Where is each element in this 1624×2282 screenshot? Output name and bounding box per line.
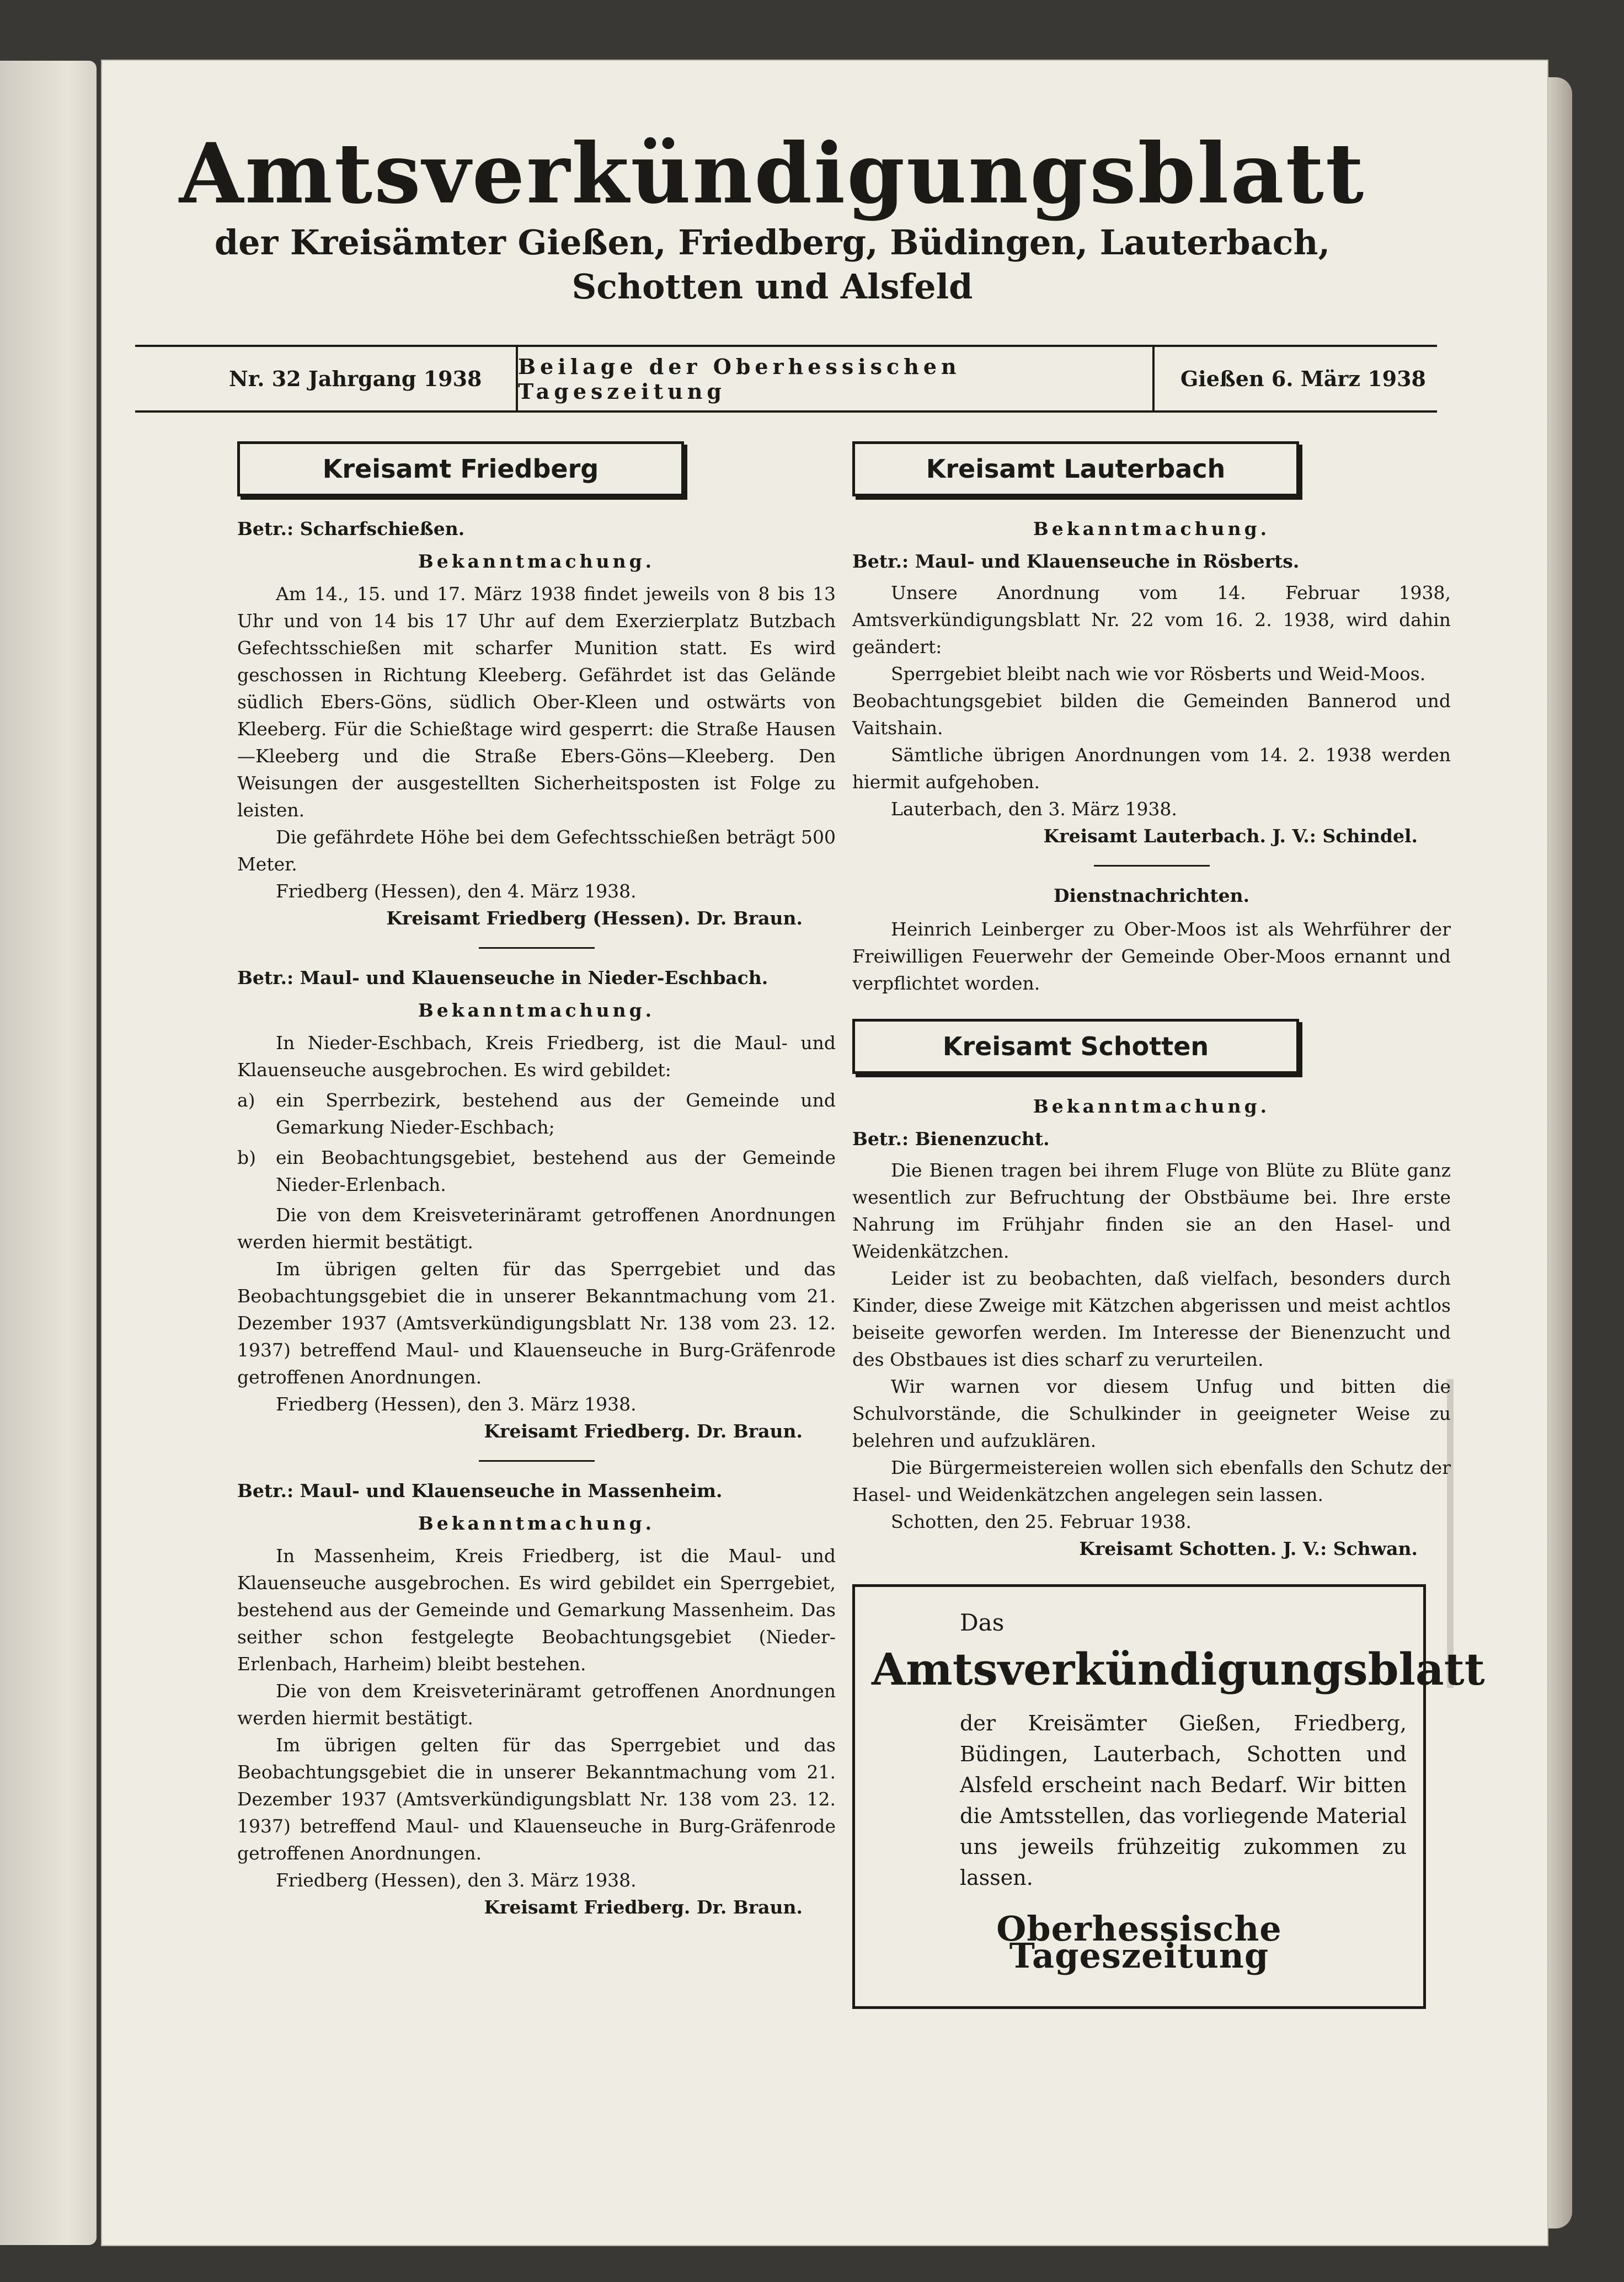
list-item (237, 1144, 836, 1198)
article-paragraph: Die Bienen tragen bei ihrem Fluge von Blüte zu Blüte ganz wesentlich zur Befruchtung der Obstbäume bei. Ihre erste Nahrung im Frühjahr finden sie an den Hasel- und Weidenkätzchen. (852, 1159, 1451, 1262)
article-paragraph: Beobachtungsgebiet bilden die Gemeinden Bannerod und Vaitshain. (852, 690, 1451, 739)
section-header-lauterbach: Kreisamt Lauterbach (852, 441, 1299, 496)
article-signature: Kreisamt Friedberg (Hessen). Dr. Braun. (386, 907, 803, 929)
article-paragraph: Die Bürgermeistereien wollen sich ebenfalls den Schutz der Hasel- und Weidenkätzchen angelegen sein lassen. (852, 1457, 1451, 1505)
issue-number: Nr. 32 Jahrgang 1938 (135, 347, 518, 410)
article-paragraph: Heinrich Leinberger zu Ober-Moos ist als Wehrführer der Freiwilligen Feuerwehr der Gemeinde Ober-Moos ernannt und verpflichtet worden. (852, 918, 1451, 994)
article-paragraph: In Massenheim, Kreis Friedberg, ist die Maul- und Klauenseuche ausgebrochen. Es wird gebildet ein Sperrgebiet, bestehend aus der Gemeinde und Gemarkung Massenheim. Das seither schon festgelegte Beobachtungsgebiet (Nieder-Erlenbach, Harheim) bleibt bestehen. (237, 1545, 836, 1675)
article-subject: Betr.: Maul- und Klauenseuche in Massenheim. (237, 1480, 723, 1501)
announcement-heading: Bekanntmachung. (418, 551, 655, 572)
article-paragraph: Im übrigen gelten für das Sperrgebiet und das Beobachtungsgebiet die in unserer Bekanntmachung vom 21. Dezember 1937 (Amtsverkündigungsblatt Nr. 138 vom 23. 12. 1937) betreffend Maul- und Klauenseuche in Burg-Gräfenrode getroffenen Anordnungen. (237, 1734, 836, 1864)
ad-title: Amtsverkündigungsblatt (872, 1643, 1485, 1695)
article-signature: Kreisamt Lauterbach. J. V.: Schindel. (1043, 825, 1418, 847)
article-place-date: Friedberg (Hessen), den 3. März 1938. (276, 1393, 637, 1415)
section-divider (1094, 865, 1210, 867)
article-signature: Kreisamt Schotten. J. V.: Schwan. (1079, 1538, 1418, 1559)
article-paragraph: Die von dem Kreisveterinäramt getroffenen Anordnungen werden hiermit bestätigt. (237, 1680, 836, 1729)
article-roesberts (852, 515, 1451, 849)
info-bar (135, 345, 1437, 413)
ad-publisher: Oberhessische Tageszeitung (996, 1909, 1282, 1976)
right-column (852, 441, 1485, 2009)
masthead (138, 127, 1407, 309)
list-text: ein Beobachtungsgebiet, bestehend aus der Gemeinde Nieder-Erlenbach. (276, 1147, 836, 1195)
advertisement-box (852, 1584, 1485, 2009)
article-subject: Betr.: Scharfschießen. (237, 518, 465, 539)
article-paragraph: Im übrigen gelten für das Sperrgebiet und das Beobachtungsgebiet die in unserer Bekanntmachung vom 21. Dezember 1937 (Amtsverkündigungsblatt Nr. 138 vom 23. 12. 1937) betreffend Maul- und Klauenseuche in Burg-Gräfenrode getroffenen Anordnungen. (237, 1258, 836, 1388)
article-paragraph: Am 14., 15. und 17. März 1938 findet jeweils von 8 bis 13 Uhr und von 14 bis 17 Uhr auf dem Exerzierplatz Butzbach Gefechtsschießen mit scharfer Munition statt. Es wird geschossen in Richtung Kleeberg. Gefährdet ist das Gelände südlich Ebers-Göns, südlich Ober-Kleen und ostwärts von Kleeberg. Für die Schießtage wird gesperrt: die Straße Hausen—Kleeberg und die Straße Ebers-Göns—Kleeberg. Den Weisungen der ausgestellten Sicherheitsposten ist Folge zu leisten. (237, 583, 836, 821)
article-paragraph: Wir warnen vor diesem Unfug und bitten die Schulvorstände, die Schulkinder in geeigneter Weise zu belehren und aufzuklären. (852, 1376, 1451, 1451)
article-signature: Kreisamt Friedberg. Dr. Braun. (484, 1420, 803, 1442)
list-marker: a) (237, 1089, 255, 1111)
article-place-date: Friedberg (Hessen), den 3. März 1938. (276, 1869, 637, 1891)
announcement-heading: Bekanntmachung. (1033, 1095, 1270, 1117)
masthead-subtitle: der Kreisämter Gießen, Friedberg, Büdingen, Lauterbach, Schotten und Alsfeld (214, 222, 1331, 307)
article-bienenzucht (852, 1093, 1451, 1562)
issue-date: Gießen 6. März 1938 (1180, 366, 1426, 391)
article-paragraph: Die gefährdete Höhe bei dem Gefechtsschießen beträgt 500 Meter. (237, 826, 836, 875)
article-paragraph: Sperrgebiet bleibt nach wie vor Rösberts und Weid-Moos. (891, 663, 1426, 685)
section-header-friedberg: Kreisamt Friedberg (237, 441, 684, 496)
article-nieder-eschbach (237, 964, 836, 1445)
left-column (237, 441, 836, 1921)
section-header-schotten: Kreisamt Schotten (852, 1019, 1299, 1074)
article-paragraph: Sämtliche übrigen Anordnungen vom 14. 2. 1938 werden hiermit aufgehoben. (852, 744, 1451, 793)
article-place-date: Schotten, den 25. Februar 1938. (891, 1511, 1192, 1532)
masthead-title: Amtsverkündigungsblatt (179, 125, 1366, 222)
article-massenheim (237, 1477, 836, 1921)
article-subject: Betr.: Maul- und Klauenseuche in Nieder-Eschbach. (237, 967, 768, 988)
section-divider (479, 947, 595, 949)
list-marker: b) (237, 1147, 256, 1168)
announcement-heading: Bekanntmachung. (418, 1000, 655, 1021)
article-paragraph: Die von dem Kreisveterinäramt getroffenen Anordnungen werden hiermit bestätigt. (237, 1204, 836, 1253)
announcement-heading: Bekanntmachung. (418, 1513, 655, 1534)
announcement-heading: Bekanntmachung. (1033, 518, 1270, 539)
article-dienstnachrichten (852, 882, 1451, 997)
news-heading: Dienstnachrichten. (1053, 885, 1250, 906)
list-text: ein Sperrbezirk, bestehend aus der Gemeinde und Gemarkung Nieder-Eschbach; (276, 1089, 836, 1138)
article-paragraph: Unsere Anordnung vom 14. Februar 1938, Amtsverkündigungsblatt Nr. 22 vom 16. 2. 1938, wird dahin geändert: (852, 582, 1451, 658)
article-paragraph: In Nieder-Eschbach, Kreis Friedberg, ist die Maul- und Klauenseuche ausgebrochen. Es wird gebildet: (237, 1032, 836, 1081)
article-subject: Betr.: Maul- und Klauenseuche in Rösberts. (852, 551, 1300, 572)
supplement-line: Beilage der Oberhessischen Tageszeitung (518, 347, 1155, 410)
article-signature: Kreisamt Friedberg. Dr. Braun. (484, 1896, 803, 1918)
list-item (237, 1087, 836, 1141)
article-subject: Betr.: Bienenzucht. (852, 1128, 1050, 1150)
article-paragraph: Leider ist zu beobachten, daß vielfach, besonders durch Kinder, diese Zweige mit Kätzchen abgerissen und meist achtlos beiseite geworfen werden. Im Interesse der Bienenzucht und des Obstbaues ist dies scharf zu verurteilen. (852, 1268, 1451, 1370)
ad-body: der Kreisämter Gießen, Friedberg, Büdingen, Lauterbach, Schotten und Alsfeld erscheint nach Bedarf. Wir bitten die Amtsstellen, das vorliegende Material uns jeweils frühzeitig zukommen zu lassen. (960, 1711, 1407, 1890)
article-place-date: Friedberg (Hessen), den 4. März 1938. (276, 880, 637, 902)
article-scharfschiessen (237, 515, 836, 932)
section-divider (479, 1460, 595, 1462)
left-page-edge (0, 61, 97, 2245)
ad-intro: Das (960, 1609, 1005, 1636)
article-place-date: Lauterbach, den 3. März 1938. (891, 798, 1177, 820)
